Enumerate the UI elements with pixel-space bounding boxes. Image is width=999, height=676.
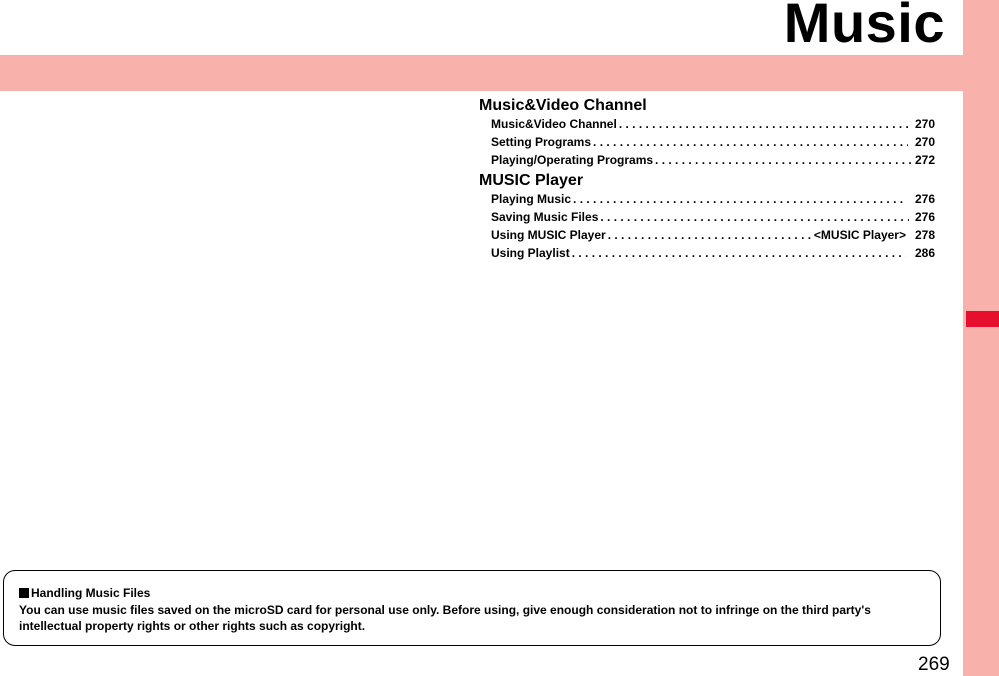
chapter-title: Music <box>783 0 945 54</box>
toc-entry-label: Using MUSIC Player <box>491 228 606 242</box>
dot-leader <box>598 208 908 226</box>
table-of-contents <box>479 96 935 262</box>
toc-entry[interactable] <box>479 115 935 133</box>
dot-leader <box>653 151 913 169</box>
toc-entry-page: 286 <box>914 246 935 260</box>
toc-entry[interactable] <box>479 244 935 262</box>
toc-entry-page: 278 <box>914 228 935 242</box>
toc-entry[interactable] <box>479 133 935 151</box>
square-bullet-icon <box>19 588 29 598</box>
toc-section-heading: Music&Video Channel <box>479 97 647 114</box>
toc-entry[interactable] <box>479 226 935 244</box>
title-band <box>0 55 963 91</box>
toc-entry[interactable] <box>479 151 935 169</box>
dot-leader <box>591 133 908 151</box>
dot-leader <box>606 226 814 244</box>
toc-entry-tag: <MUSIC Player> <box>813 228 906 242</box>
note-heading-row <box>19 585 940 602</box>
toc-entry-label: Music&Video Channel <box>491 117 617 131</box>
toc-entry-label: Setting Programs <box>491 135 592 149</box>
note-heading: Handling Music Files <box>31 586 151 600</box>
toc-entry-page: 276 <box>914 192 935 206</box>
toc-entry-page: 276 <box>914 210 935 224</box>
toc-section <box>479 96 935 169</box>
chapter-index-tab <box>966 311 999 327</box>
toc-entry-label: Playing/Operating Programs <box>491 153 654 167</box>
toc-entry[interactable] <box>479 208 935 226</box>
page-number: 269 <box>918 654 950 675</box>
toc-entry-label: Playing Music <box>491 192 572 206</box>
toc-entry-page: 270 <box>914 135 935 149</box>
toc-entry-label: Using Playlist <box>491 246 570 260</box>
toc-section-heading: MUSIC Player <box>479 172 584 189</box>
dot-leader <box>571 190 907 208</box>
toc-section <box>479 171 935 262</box>
dot-leader <box>570 244 907 262</box>
note-body: You can use music files saved on the microSD card for personal use only. Before using, give enough consideration not to infringe on the third party's intellectual property rights or other rights such as copyright. <box>19 602 871 633</box>
toc-entry-page: 272 <box>914 153 935 167</box>
toc-entry[interactable] <box>479 190 935 208</box>
note-box <box>3 570 941 646</box>
side-index-strip <box>963 0 999 676</box>
dot-leader <box>617 115 910 133</box>
toc-entry-page: 270 <box>914 117 935 131</box>
toc-entry-label: Saving Music Files <box>491 210 599 224</box>
